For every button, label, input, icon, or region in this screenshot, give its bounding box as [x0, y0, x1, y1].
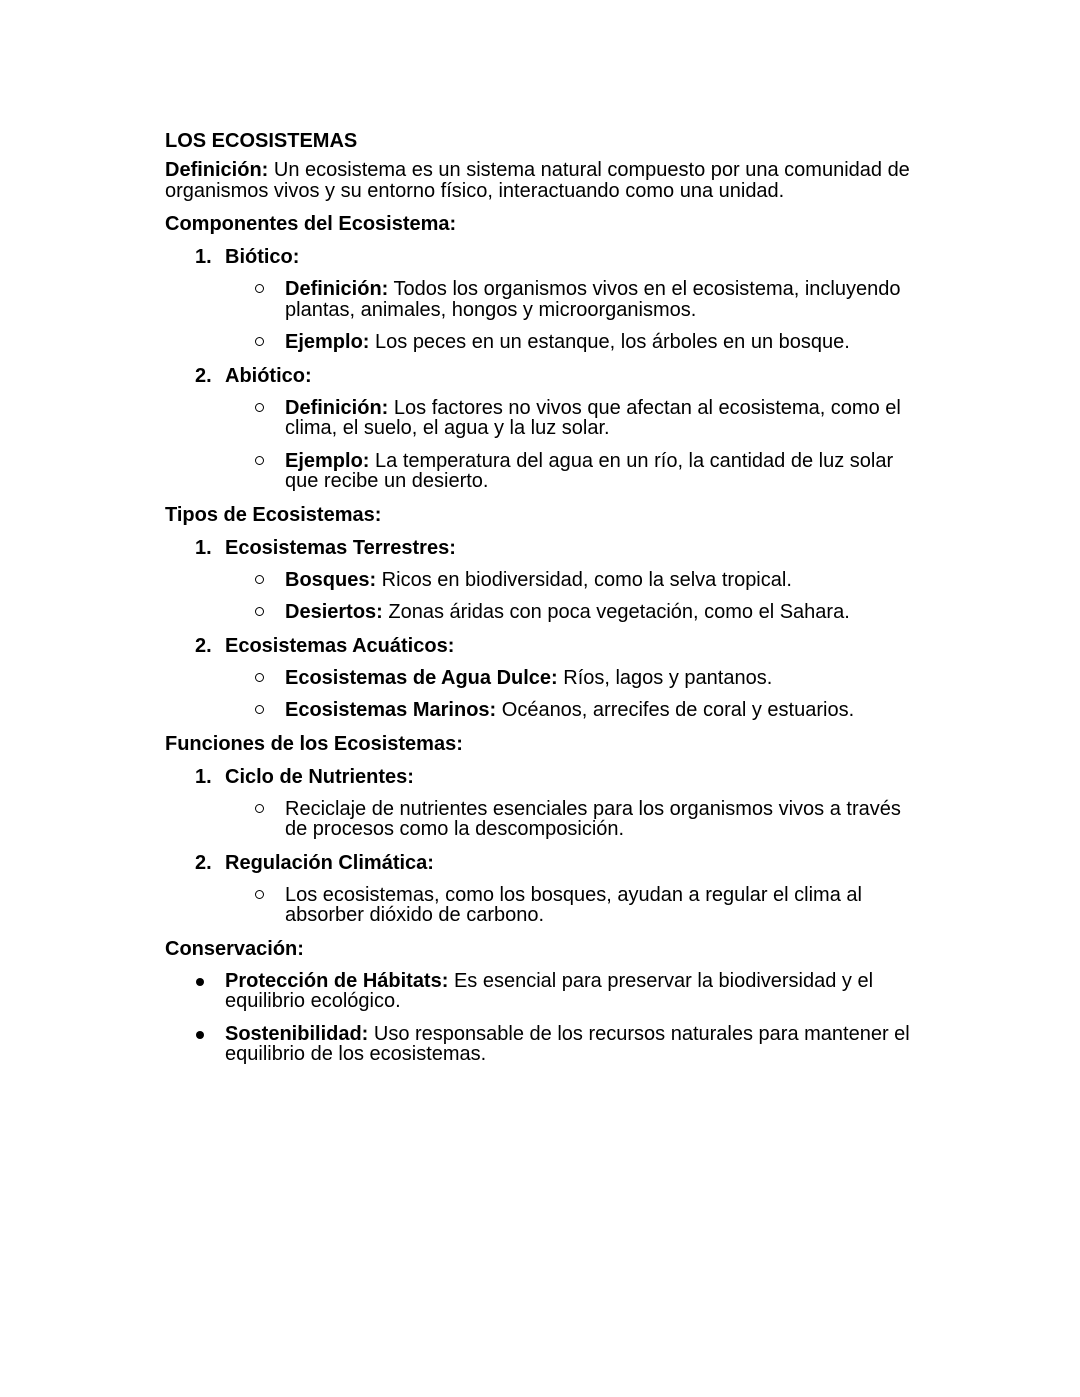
item-label: Ecosistemas Marinos:	[285, 699, 497, 721]
sub-list	[225, 668, 925, 721]
item-text: Zonas áridas con poca vegetación, como el Sahara.	[382, 601, 850, 623]
item-label: Ejemplo:	[285, 449, 370, 472]
item-text: Ricos en biodiversidad, como la selva tropical.	[376, 568, 792, 591]
item-label: Definición:	[285, 396, 389, 419]
types-heading: Tipos de Ecosistemas:	[165, 503, 382, 526]
item-label: Ejemplo:	[285, 331, 370, 353]
list-item	[165, 246, 925, 353]
sub-list	[225, 885, 925, 926]
item-label: Definición:	[285, 278, 389, 300]
document-page	[165, 128, 925, 1077]
item-text: Los factores no vivos que afectan al ecosistema, como el clima, el suelo, el agua y la luz solar.	[285, 396, 901, 439]
item-text: Es esencial para preservar la biodiversidad y el equilibrio ecológico.	[225, 969, 874, 1012]
list-item	[285, 451, 925, 492]
components-list	[165, 246, 925, 492]
list-item	[285, 570, 925, 591]
sub-list	[225, 398, 925, 492]
item-label: Sostenibilidad:	[225, 1022, 369, 1045]
circle-bullet-icon	[255, 705, 264, 714]
list-item	[165, 766, 925, 840]
numbered-item-title	[195, 246, 925, 268]
list-item	[285, 885, 925, 926]
item-title-text: Regulación Climática:	[225, 851, 434, 874]
circle-bullet-icon	[255, 607, 264, 616]
number-marker: 2.	[195, 634, 212, 657]
item-label: Protección de Hábitats:	[225, 969, 449, 992]
circle-bullet-icon	[255, 673, 264, 682]
sub-list	[225, 570, 925, 623]
definition-paragraph	[165, 160, 925, 201]
item-title-text: Ecosistemas Terrestres:	[225, 536, 456, 559]
numbered-item-title	[195, 536, 925, 559]
circle-bullet-icon	[255, 890, 264, 899]
item-text: Océanos, arrecifes de coral y estuarios.	[496, 699, 855, 721]
list-item	[165, 635, 925, 721]
list-item	[285, 398, 925, 439]
number-marker: 1.	[195, 765, 212, 788]
definition-label: Definición:	[165, 159, 269, 181]
item-text: La temperatura del agua en un río, la cantidad de luz solar que recibe un desierto.	[285, 449, 894, 492]
list-item	[285, 279, 925, 320]
circle-bullet-icon	[255, 337, 264, 346]
list-item	[285, 602, 925, 623]
list-item	[285, 700, 925, 721]
list-item	[225, 971, 925, 1012]
conservation-heading: Conservación:	[165, 937, 304, 960]
item-text: Todos los organismos vivos en el ecosistema, incluyendo plantas, animales, hongos y microorganismos.	[285, 278, 901, 321]
item-label: Ecosistemas de Agua Dulce:	[285, 666, 558, 689]
numbered-item-title	[195, 364, 925, 387]
list-item	[165, 365, 925, 492]
item-title-text: Abiótico:	[225, 364, 312, 387]
item-title-text: Ecosistemas Acuáticos:	[225, 634, 455, 657]
number-marker: 2.	[195, 851, 212, 874]
list-item	[285, 332, 925, 353]
types-list	[165, 537, 925, 721]
components-heading: Componentes del Ecosistema:	[165, 213, 457, 235]
list-item	[285, 668, 925, 689]
item-label: Desiertos:	[285, 601, 383, 623]
disc-bullet-icon	[196, 978, 204, 986]
list-item	[165, 852, 925, 926]
list-item	[225, 1024, 925, 1065]
circle-bullet-icon	[255, 575, 264, 584]
numbered-item-title	[195, 851, 925, 874]
circle-bullet-icon	[255, 284, 264, 293]
item-text: Uso responsable de los recursos naturales para mantener el equilibrio de los ecosistemas.	[225, 1022, 910, 1065]
item-label: Bosques:	[285, 568, 377, 591]
item-text: Los ecosistemas, como los bosques, ayudan a regular el clima al absorber dióxido de carbono.	[285, 883, 862, 926]
list-item	[165, 537, 925, 623]
conservation-list	[165, 971, 925, 1065]
document-title: LOS ECOSISTEMAS	[165, 130, 358, 152]
item-text: Los peces en un estanque, los árboles en un bosque.	[369, 331, 850, 353]
sub-list	[225, 279, 925, 353]
circle-bullet-icon	[255, 456, 264, 465]
definition-text: Un ecosistema es un sistema natural compuesto por una comunidad de organismos vivos y su entorno físico, interactuando como una unidad.	[165, 159, 910, 202]
functions-list	[165, 766, 925, 926]
numbered-item-title	[195, 765, 925, 788]
number-marker: 2.	[195, 364, 212, 387]
item-text: Ríos, lagos y pantanos.	[557, 666, 773, 689]
circle-bullet-icon	[255, 403, 264, 412]
item-text: Reciclaje de nutrientes esenciales para los organismos vivos a través de procesos como la descomposición.	[285, 797, 901, 840]
sub-list	[225, 799, 925, 840]
item-title-text: Ciclo de Nutrientes:	[225, 765, 414, 788]
item-title-text: Biótico:	[225, 246, 300, 268]
number-marker: 1.	[195, 246, 212, 268]
functions-heading: Funciones de los Ecosistemas:	[165, 732, 463, 755]
numbered-item-title	[195, 634, 925, 657]
number-marker: 1.	[195, 536, 212, 559]
disc-bullet-icon	[196, 1031, 204, 1039]
circle-bullet-icon	[255, 804, 264, 813]
list-item	[285, 799, 925, 840]
